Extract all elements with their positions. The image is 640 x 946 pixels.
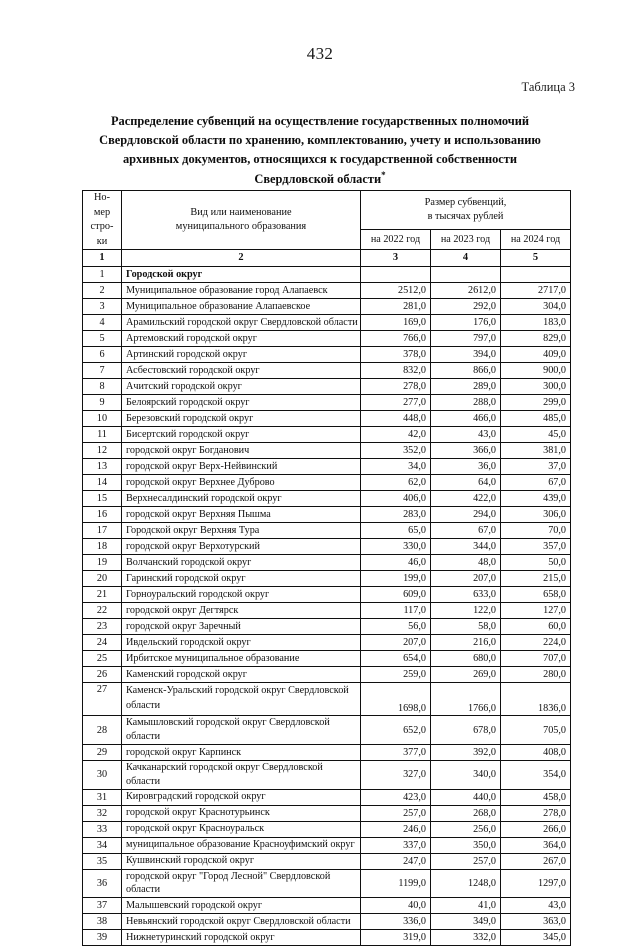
- column-number-1: 1: [83, 250, 122, 267]
- page-title: [78, 112, 562, 189]
- value-2024-cell: 300,0: [501, 379, 571, 395]
- value-2024-cell: 266,0: [501, 821, 571, 837]
- row-number-cell: 14: [83, 475, 122, 491]
- value-2024-cell: 306,0: [501, 507, 571, 523]
- row-number-cell: 4: [83, 315, 122, 331]
- table-row: [83, 930, 571, 946]
- title-line-4: [78, 169, 562, 189]
- value-2023-cell: 288,0: [431, 395, 501, 411]
- table-row: [83, 837, 571, 853]
- value-2023-cell: 350,0: [431, 837, 501, 853]
- row-number-cell: 21: [83, 587, 122, 603]
- column-header-year-2022: на 2022 год: [361, 230, 431, 250]
- value-2024-cell: 707,0: [501, 651, 571, 667]
- value-2023-cell: 64,0: [431, 475, 501, 491]
- table-row: [83, 427, 571, 443]
- value-2022-cell: 609,0: [361, 587, 431, 603]
- row-number-cell: 35: [83, 853, 122, 869]
- row-number-cell: 6: [83, 347, 122, 363]
- value-2022-cell: [361, 267, 431, 283]
- table-row: [83, 523, 571, 539]
- table-row: [83, 571, 571, 587]
- page-number: 432: [306, 44, 334, 63]
- value-2024-cell: 67,0: [501, 475, 571, 491]
- table-row: [83, 539, 571, 555]
- value-2024-cell: 304,0: [501, 299, 571, 315]
- table-row: [83, 315, 571, 331]
- title-line-2: Свердловской области по хранению, комплектованию, учету и использованию: [99, 132, 541, 147]
- value-2024-cell: 408,0: [501, 744, 571, 760]
- table-row: [83, 635, 571, 651]
- municipality-name-cell: Городской округ Верхняя Тура: [122, 523, 361, 539]
- municipality-name-cell: Муниципальное образование город Алапаевск: [122, 283, 361, 299]
- value-2022-cell: 199,0: [361, 571, 431, 587]
- table-row: [83, 603, 571, 619]
- table-row: [83, 379, 571, 395]
- table-body: [83, 267, 571, 946]
- value-2023-cell: 257,0: [431, 853, 501, 869]
- value-2023-cell: 2612,0: [431, 283, 501, 299]
- row-number-cell: 7: [83, 363, 122, 379]
- value-2022-cell: 246,0: [361, 821, 431, 837]
- value-2024-cell: 381,0: [501, 443, 571, 459]
- value-2024-cell: 1297,0: [501, 869, 571, 898]
- row-number-cell: 9: [83, 395, 122, 411]
- value-2023-cell: 866,0: [431, 363, 501, 379]
- table-row: [83, 821, 571, 837]
- value-2024-cell: 364,0: [501, 837, 571, 853]
- municipality-name-cell: Кушвинский городской округ: [122, 853, 361, 869]
- title-line-4-text: Свердловской области: [254, 171, 382, 186]
- table-row: [83, 283, 571, 299]
- value-2023-cell: 678,0: [431, 716, 501, 745]
- value-2024-cell: 37,0: [501, 459, 571, 475]
- value-2023-cell: 216,0: [431, 635, 501, 651]
- municipality-name-cell: Белоярский городской округ: [122, 395, 361, 411]
- value-2023-cell: 422,0: [431, 491, 501, 507]
- municipality-name-cell: муниципальное образование Красноуфимский округ: [122, 837, 361, 853]
- municipality-name-cell: Качканарский городской округ Свердловской области: [122, 760, 361, 789]
- value-2022-cell: 2512,0: [361, 283, 431, 299]
- municipality-name-cell: городской округ Верхняя Пышма: [122, 507, 361, 523]
- municipality-name-cell: городской округ Краснотурьинск: [122, 805, 361, 821]
- value-2024-cell: 183,0: [501, 315, 571, 331]
- column-header-name: [122, 191, 361, 250]
- table-row: [83, 507, 571, 523]
- value-2024-cell: 267,0: [501, 853, 571, 869]
- value-2022-cell: 327,0: [361, 760, 431, 789]
- table-row: [83, 299, 571, 315]
- value-2022-cell: 832,0: [361, 363, 431, 379]
- municipality-name-cell: Березовский городской округ: [122, 411, 361, 427]
- value-2024-cell: 705,0: [501, 716, 571, 745]
- row-number-cell: 36: [83, 869, 122, 898]
- value-2022-cell: 337,0: [361, 837, 431, 853]
- value-2022-cell: 652,0: [361, 716, 431, 745]
- row-number-cell: 31: [83, 789, 122, 805]
- municipality-name-cell: Кировградский городской округ: [122, 789, 361, 805]
- table-row: [83, 683, 571, 716]
- value-2022-cell: 169,0: [361, 315, 431, 331]
- value-2023-cell: 292,0: [431, 299, 501, 315]
- value-2024-cell: 829,0: [501, 331, 571, 347]
- table-row: [83, 898, 571, 914]
- value-2022-cell: 62,0: [361, 475, 431, 491]
- value-2023-cell: 633,0: [431, 587, 501, 603]
- row-number-cell: 38: [83, 914, 122, 930]
- municipality-name-cell: Ирбитское муниципальное образование: [122, 651, 361, 667]
- value-2022-cell: 257,0: [361, 805, 431, 821]
- value-2022-cell: 278,0: [361, 379, 431, 395]
- table-row: [83, 805, 571, 821]
- value-2024-cell: 439,0: [501, 491, 571, 507]
- municipality-name-cell: городской округ Богданович: [122, 443, 361, 459]
- row-number-line-1: Но-: [93, 192, 110, 203]
- row-number-line-3: стро-: [90, 221, 114, 233]
- value-2024-cell: 70,0: [501, 523, 571, 539]
- value-2022-cell: 352,0: [361, 443, 431, 459]
- row-number-line-4: ки: [96, 235, 108, 247]
- value-2022-cell: 336,0: [361, 914, 431, 930]
- municipality-name-cell: городской округ Верхнее Дуброво: [122, 475, 361, 491]
- value-2022-cell: 406,0: [361, 491, 431, 507]
- value-2022-cell: 377,0: [361, 744, 431, 760]
- municipality-name-cell: городской округ Красноуральск: [122, 821, 361, 837]
- value-2023-cell: 1766,0: [431, 683, 501, 716]
- value-2022-cell: 1199,0: [361, 869, 431, 898]
- value-2024-cell: 458,0: [501, 789, 571, 805]
- value-2022-cell: 117,0: [361, 603, 431, 619]
- value-2024-cell: 354,0: [501, 760, 571, 789]
- value-2022-cell: 1698,0: [361, 683, 431, 716]
- column-header-amount: [361, 191, 571, 230]
- row-number-cell: 19: [83, 555, 122, 571]
- value-2022-cell: 65,0: [361, 523, 431, 539]
- value-2022-cell: 40,0: [361, 898, 431, 914]
- row-number-cell: 13: [83, 459, 122, 475]
- row-number-cell: 18: [83, 539, 122, 555]
- value-2023-cell: 349,0: [431, 914, 501, 930]
- table-row: [83, 716, 571, 745]
- value-2023-cell: 332,0: [431, 930, 501, 946]
- value-2023-cell: 36,0: [431, 459, 501, 475]
- municipality-name-cell: городской округ Карпинск: [122, 744, 361, 760]
- value-2023-cell: 58,0: [431, 619, 501, 635]
- row-number-cell: 15: [83, 491, 122, 507]
- row-number-cell: 8: [83, 379, 122, 395]
- table-row: [83, 587, 571, 603]
- row-number-cell: 27: [83, 683, 122, 716]
- table-row: [83, 651, 571, 667]
- municipality-name-cell: Нижнетуринский городской округ: [122, 930, 361, 946]
- title-line-3: архивных документов, относящихся к государственной собственности: [122, 151, 518, 166]
- value-2023-cell: 1248,0: [431, 869, 501, 898]
- value-2024-cell: 363,0: [501, 914, 571, 930]
- municipality-name-cell: Малышевский городской округ: [122, 898, 361, 914]
- value-2024-cell: 1836,0: [501, 683, 571, 716]
- municipality-name-cell: Невьянский городской округ Свердловской области: [122, 914, 361, 930]
- name-header-line-2: муниципального образования: [175, 221, 307, 233]
- table-header-row-1: [83, 191, 571, 230]
- row-number-cell: 26: [83, 667, 122, 683]
- table-row: [83, 411, 571, 427]
- value-2022-cell: 34,0: [361, 459, 431, 475]
- municipality-name-cell: Горноуральский городской округ: [122, 587, 361, 603]
- table-row: [83, 914, 571, 930]
- table-row: [83, 555, 571, 571]
- value-2023-cell: 43,0: [431, 427, 501, 443]
- value-2023-cell: 340,0: [431, 760, 501, 789]
- value-2022-cell: 319,0: [361, 930, 431, 946]
- value-2023-cell: 269,0: [431, 667, 501, 683]
- municipality-name-cell: Волчанский городской округ: [122, 555, 361, 571]
- municipality-name-cell: Асбестовский городской округ: [122, 363, 361, 379]
- table-row: [83, 619, 571, 635]
- value-2024-cell: 345,0: [501, 930, 571, 946]
- value-2022-cell: 423,0: [361, 789, 431, 805]
- value-2022-cell: 56,0: [361, 619, 431, 635]
- value-2022-cell: 207,0: [361, 635, 431, 651]
- value-2023-cell: 344,0: [431, 539, 501, 555]
- row-number-cell: 37: [83, 898, 122, 914]
- value-2024-cell: 60,0: [501, 619, 571, 635]
- municipality-name-cell: городской округ Дегтярск: [122, 603, 361, 619]
- value-2023-cell: 176,0: [431, 315, 501, 331]
- value-2024-cell: 900,0: [501, 363, 571, 379]
- municipality-name-cell: Ачитский городской округ: [122, 379, 361, 395]
- column-number-4: 4: [431, 250, 501, 267]
- value-2024-cell: 2717,0: [501, 283, 571, 299]
- row-number-cell: 11: [83, 427, 122, 443]
- value-2022-cell: 283,0: [361, 507, 431, 523]
- value-2023-cell: 48,0: [431, 555, 501, 571]
- value-2023-cell: 680,0: [431, 651, 501, 667]
- value-2024-cell: 409,0: [501, 347, 571, 363]
- table-row: [83, 395, 571, 411]
- value-2022-cell: 42,0: [361, 427, 431, 443]
- value-2023-cell: 67,0: [431, 523, 501, 539]
- value-2024-cell: 215,0: [501, 571, 571, 587]
- value-2023-cell: 394,0: [431, 347, 501, 363]
- column-number-3: 3: [361, 250, 431, 267]
- value-2024-cell: 280,0: [501, 667, 571, 683]
- row-number-cell: 5: [83, 331, 122, 347]
- table-row: [83, 869, 571, 898]
- table-row: [83, 475, 571, 491]
- value-2024-cell: 43,0: [501, 898, 571, 914]
- table-row: [83, 853, 571, 869]
- value-2023-cell: 41,0: [431, 898, 501, 914]
- name-header-line-1: Вид или наименование: [190, 207, 292, 219]
- row-number-cell: 3: [83, 299, 122, 315]
- value-2024-cell: 45,0: [501, 427, 571, 443]
- value-2023-cell: 268,0: [431, 805, 501, 821]
- municipality-name-cell: Артинский городской округ: [122, 347, 361, 363]
- column-number-5: 5: [501, 250, 571, 267]
- column-header-row-number: [83, 191, 122, 250]
- value-2023-cell: 440,0: [431, 789, 501, 805]
- municipality-name-cell: Муниципальное образование Алапаевское: [122, 299, 361, 315]
- municipality-name-cell: городской округ Верхотурский: [122, 539, 361, 555]
- amount-header-line-1: Размер субвенций,: [424, 196, 507, 208]
- municipality-name-cell: Камышловский городской округ Свердловской области: [122, 716, 361, 745]
- row-number-cell: 30: [83, 760, 122, 789]
- value-2023-cell: 207,0: [431, 571, 501, 587]
- value-2023-cell: 797,0: [431, 331, 501, 347]
- table-row: [83, 459, 571, 475]
- row-number-cell: 23: [83, 619, 122, 635]
- value-2024-cell: 357,0: [501, 539, 571, 555]
- row-number-cell: 34: [83, 837, 122, 853]
- table-row: [83, 667, 571, 683]
- value-2022-cell: 277,0: [361, 395, 431, 411]
- row-number-cell: 32: [83, 805, 122, 821]
- value-2024-cell: 50,0: [501, 555, 571, 571]
- municipality-name-cell: Гаринский городской округ: [122, 571, 361, 587]
- municipality-name-cell: Верхнесалдинский городской округ: [122, 491, 361, 507]
- municipality-name-cell: Ивдельский городской округ: [122, 635, 361, 651]
- table-row: [83, 491, 571, 507]
- value-2022-cell: 378,0: [361, 347, 431, 363]
- value-2024-cell: [501, 267, 571, 283]
- row-number-cell: 39: [83, 930, 122, 946]
- table-row: [83, 267, 571, 283]
- value-2023-cell: 392,0: [431, 744, 501, 760]
- row-number-cell: 29: [83, 744, 122, 760]
- table-row: [83, 443, 571, 459]
- column-number-row: [83, 250, 571, 267]
- row-number-cell: 25: [83, 651, 122, 667]
- table-row: [83, 331, 571, 347]
- value-2023-cell: 466,0: [431, 411, 501, 427]
- column-number-2: 2: [122, 250, 361, 267]
- table-label: Таблица 3: [521, 80, 575, 94]
- table-row: [83, 363, 571, 379]
- value-2024-cell: 485,0: [501, 411, 571, 427]
- table-row: [83, 789, 571, 805]
- row-number-cell: 20: [83, 571, 122, 587]
- value-2022-cell: 259,0: [361, 667, 431, 683]
- municipality-name-cell: Каменский городской округ: [122, 667, 361, 683]
- municipality-name-line: Каменск-Уральский городской округ Свердловской: [126, 685, 349, 697]
- table-header: [83, 191, 571, 267]
- value-2024-cell: 658,0: [501, 587, 571, 603]
- value-2023-cell: [431, 267, 501, 283]
- municipality-name-cell: [122, 683, 361, 716]
- value-2023-cell: 122,0: [431, 603, 501, 619]
- value-2022-cell: 330,0: [361, 539, 431, 555]
- municipality-name-cell: Городской округ: [122, 267, 361, 283]
- table-row: [83, 760, 571, 789]
- row-number-cell: 33: [83, 821, 122, 837]
- row-number-cell: 22: [83, 603, 122, 619]
- value-2023-cell: 256,0: [431, 821, 501, 837]
- title-line-1: Распределение субвенций на осуществление государственных полномочий: [110, 114, 530, 128]
- row-number-cell: 10: [83, 411, 122, 427]
- row-number-cell: 12: [83, 443, 122, 459]
- value-2023-cell: 289,0: [431, 379, 501, 395]
- row-number-line-2: мер: [93, 206, 111, 218]
- value-2022-cell: 766,0: [361, 331, 431, 347]
- municipality-name-cell: Артемовский городской округ: [122, 331, 361, 347]
- municipality-name-cell: городской округ Верх-Нейвинский: [122, 459, 361, 475]
- municipality-name-cell: Арамильский городской округ Свердловской области: [122, 315, 361, 331]
- footnote-mark: *: [381, 169, 386, 180]
- value-2022-cell: 281,0: [361, 299, 431, 315]
- column-header-year-2023: на 2023 год: [431, 230, 501, 250]
- municipality-name-cell: городской округ "Город Лесной" Свердловской области: [122, 869, 361, 898]
- municipality-name-line: области: [126, 700, 161, 712]
- municipality-name-cell: Бисертский городской округ: [122, 427, 361, 443]
- row-number-cell: 16: [83, 507, 122, 523]
- value-2022-cell: 46,0: [361, 555, 431, 571]
- row-number-cell: 28: [83, 716, 122, 745]
- value-2024-cell: 224,0: [501, 635, 571, 651]
- value-2022-cell: 654,0: [361, 651, 431, 667]
- value-2024-cell: 278,0: [501, 805, 571, 821]
- value-2024-cell: 299,0: [501, 395, 571, 411]
- row-number-cell: 2: [83, 283, 122, 299]
- municipality-name-cell: городской округ Заречный: [122, 619, 361, 635]
- table-row: [83, 347, 571, 363]
- value-2024-cell: 127,0: [501, 603, 571, 619]
- row-number-cell: 1: [83, 267, 122, 283]
- row-number-cell: 24: [83, 635, 122, 651]
- row-number-cell: 17: [83, 523, 122, 539]
- value-2022-cell: 448,0: [361, 411, 431, 427]
- value-2023-cell: 366,0: [431, 443, 501, 459]
- value-2023-cell: 294,0: [431, 507, 501, 523]
- table-row: [83, 744, 571, 760]
- amount-header-line-2: в тысячах рублей: [427, 211, 504, 223]
- column-header-year-2024: на 2024 год: [501, 230, 571, 250]
- subventions-table: [82, 190, 571, 946]
- value-2022-cell: 247,0: [361, 853, 431, 869]
